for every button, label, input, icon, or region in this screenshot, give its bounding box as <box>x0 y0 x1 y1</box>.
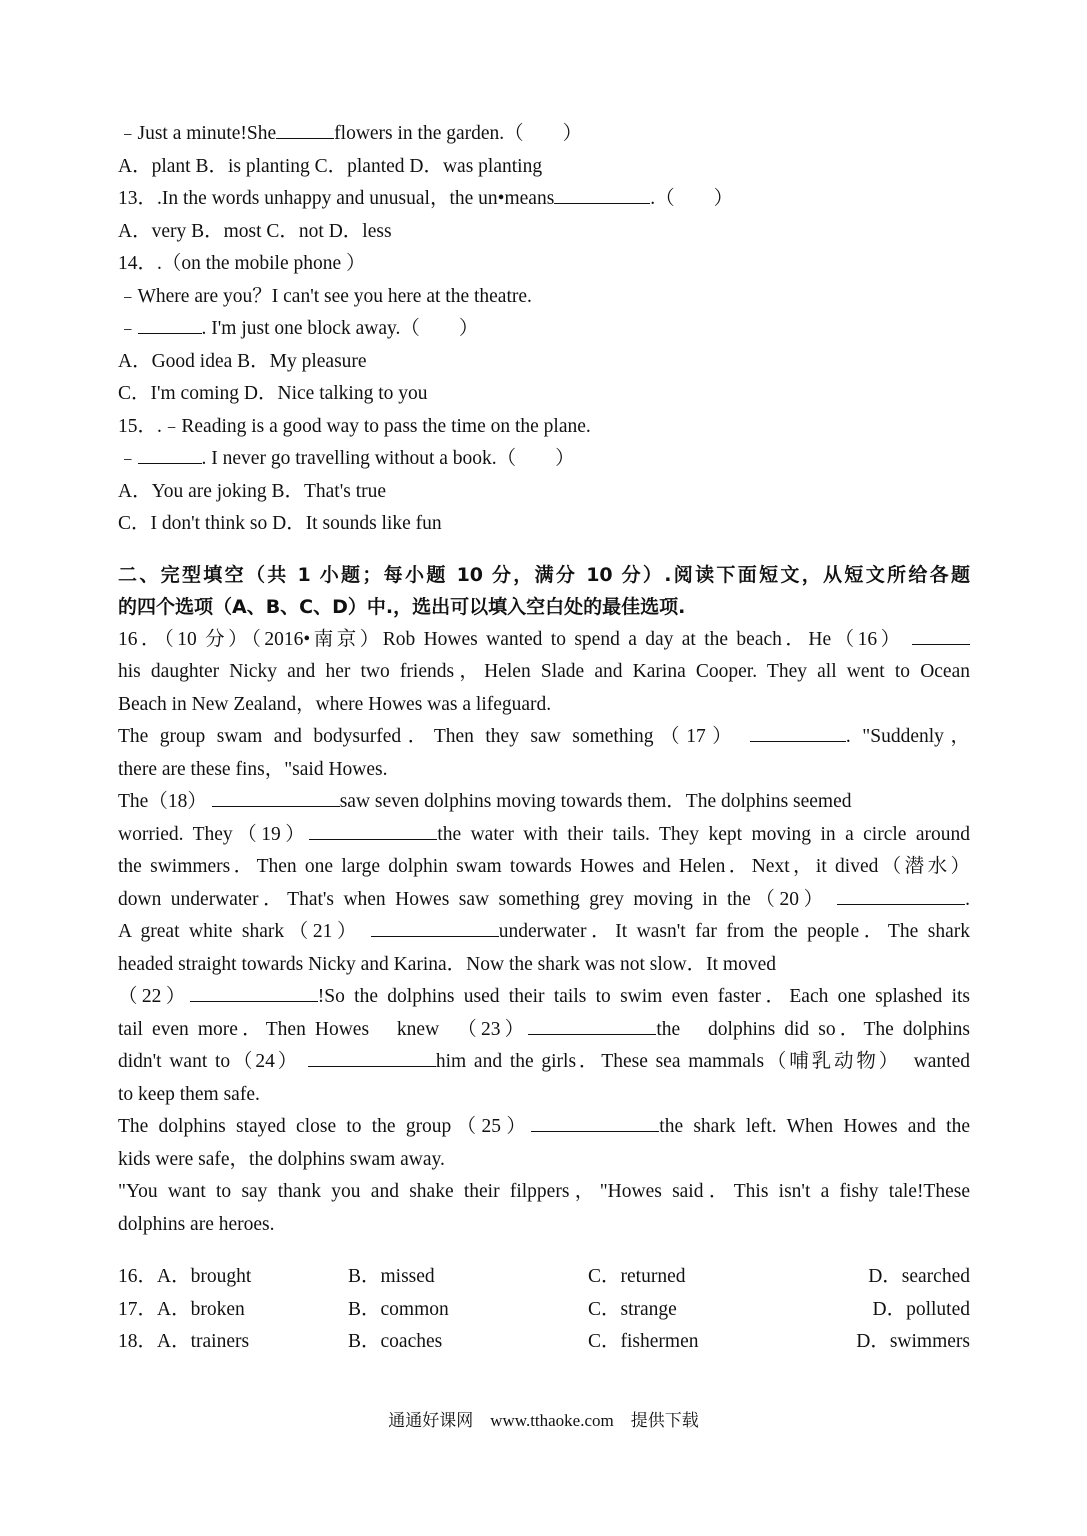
cloze-passage <box>118 624 970 1242</box>
passage-line: The group swam and bodysurfed．Then they saw something（17） . "Suddenly， <box>118 721 970 754</box>
answer-blank <box>528 1014 656 1035</box>
q15-line2: ﹣ . I never go travelling without a book.（ ） <box>118 443 970 476</box>
option-cell-c: C．returned <box>588 1266 686 1287</box>
passage-line: "You want to say thank you and shake their filppers，"Howes said．This isn't a fishy tale!These <box>118 1181 970 1202</box>
page-content <box>118 118 970 1359</box>
answer-blank <box>276 118 334 139</box>
options-row <box>118 1294 970 1327</box>
options-row <box>118 1261 970 1294</box>
passage-line: dolphins are heroes. <box>118 1213 275 1235</box>
option-cell-a: 16．A．brought <box>118 1266 252 1287</box>
answer-blank <box>308 1046 436 1067</box>
answer-blank <box>750 721 846 742</box>
answer-blank <box>837 884 965 905</box>
option-cell-d: D．swimmers <box>856 1331 970 1352</box>
options-table <box>118 1261 970 1359</box>
passage-line: （22） !So the dolphins used their tails to swim even faster．Each one splashed its <box>118 981 970 1014</box>
answer-blank <box>190 981 318 1002</box>
answer-blank <box>531 1111 659 1132</box>
passage-line: 16．（10 分）（2016•南京）Rob Howes wanted to spend a day at the beach．He（16） <box>118 624 970 657</box>
q14-options1: A．Good idea B．My pleasure <box>118 350 367 372</box>
answer-blank <box>138 313 202 334</box>
passage-line: didn't want to（24） him and the girls．These sea mammals（哺乳动物） wanted <box>118 1046 970 1079</box>
answer-blank <box>138 443 202 464</box>
passage-line: kids were safe，the dolphins swam away. <box>118 1148 445 1170</box>
option-cell-b: B．coaches <box>348 1331 443 1352</box>
answer-blank <box>212 786 340 807</box>
option-cell-c: C．strange <box>588 1298 677 1320</box>
option-cell-d: D．searched <box>868 1266 970 1287</box>
passage-line: his daughter Nicky and her two friends，Helen Slade and Karina Cooper. They all went to Ocean <box>118 661 970 682</box>
passage-line: tail even more．Then Howes knew （23） the dolphins did so．The dolphins <box>118 1014 970 1047</box>
options-row <box>118 1326 970 1359</box>
q14-line2: ﹣Where are you？I can't see you here at the theatre. <box>118 285 532 307</box>
passage-line: The dolphins stayed close to the group（25） the shark left. When Howes and the <box>118 1111 970 1144</box>
answer-blank <box>371 916 499 937</box>
passage-line: to keep them safe. <box>118 1083 260 1105</box>
answer-blank <box>309 819 437 840</box>
q12-prompt: ﹣Just a minute!She flowers in the garden.（ ） <box>118 118 970 151</box>
answer-blank <box>912 624 970 645</box>
q13-options: A．very B．most C．not D．less <box>118 220 392 242</box>
option-cell-b: B．missed <box>348 1266 435 1287</box>
passage-line: there are these fins，"said Howes. <box>118 758 388 780</box>
passage-line: The（18） saw seven dolphins moving towards them．The dolphins seemed <box>118 786 970 819</box>
q14-line1: 14．.（on the mobile phone ） <box>118 253 366 274</box>
option-cell-a: 17．A．broken <box>118 1298 245 1320</box>
q12-options: A．plant B．is planting C．planted D．was planting <box>118 155 543 177</box>
q14-options2: C．I'm coming D．Nice talking to you <box>118 383 428 404</box>
passage-line: A great white shark（21） underwater．It wasn't far from the people．The shark <box>118 916 970 949</box>
q14-line3: ﹣ . I'm just one block away.（ ） <box>118 313 970 346</box>
option-cell-a: 18．A．trainers <box>118 1331 250 1352</box>
q13-prompt: 13．.In the words unhappy and unusual，the un•means .（ ） <box>118 183 970 216</box>
page-footer: 通通好课网 www.tthaoke.com 提供下载 <box>388 1411 699 1430</box>
q15-options2: C．I don't think so D．It sounds like fun <box>118 513 442 534</box>
option-cell-b: B．common <box>348 1298 449 1320</box>
option-cell-c: C．fishermen <box>588 1331 699 1352</box>
passage-line: the swimmers．Then one large dolphin swam towards Howes and Helen．Next，it dived（潜水） <box>118 856 970 877</box>
answer-blank <box>554 183 650 204</box>
q15-line1: 15．.﹣Reading is a good way to pass the time on the plane. <box>118 415 591 437</box>
section-heading: 二、完型填空（共 1 小题；每小题 10 分，满分 10 分）.阅读下面短文，从短文所给各题 的四个选项（A、B、C、D）中.，选出可以填入空白处的最佳选项. <box>118 563 970 618</box>
passage-line: worried. They（19） the water with their tails. They kept moving in a circle around <box>118 819 970 852</box>
passage-line: headed straight towards Nicky and Karina．Now the shark was not slow．It moved <box>118 953 776 975</box>
option-cell-d: D．polluted <box>872 1298 970 1320</box>
passage-line: Beach in New Zealand，where Howes was a lifeguard. <box>118 693 552 715</box>
q15-options1: A．You are joking B．That's true <box>118 480 387 502</box>
passage-line: down underwater．That's when Howes saw something grey moving in the（20） . <box>118 884 970 917</box>
